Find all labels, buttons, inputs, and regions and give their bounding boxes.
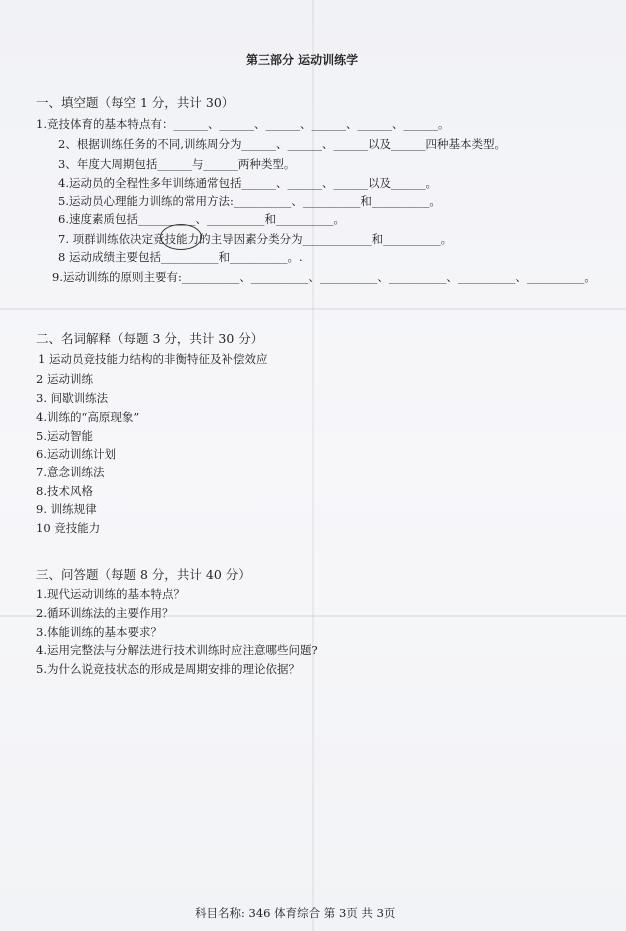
- section-heading-definitions: 二、名词解释（每题 3 分，共计 30 分）: [36, 331, 264, 346]
- list-item: 4.运用完整法与分解法进行技术训练时应注意哪些问题?: [36, 643, 318, 657]
- section-heading-questions: 三、问答题（每题 8 分，共计 40 分）: [36, 567, 251, 582]
- list-item: 3. 间歇训练法: [36, 391, 109, 405]
- question-item: 9.运动训练的原则主要有:__________、__________、__________、__________、__________、__________。: [52, 270, 596, 284]
- question-item: 8 运动成绩主要包括__________和__________。.: [58, 250, 303, 264]
- question-item: 5.运动员心理能力训练的常用方法:__________、__________和__________。: [58, 194, 441, 208]
- question-item: 1.竞技体育的基本特点有：______、______、______、______、______、______。: [36, 117, 450, 131]
- pen-circle-mark: [160, 224, 202, 250]
- list-item: 1.现代运动训练的基本特点？: [36, 587, 185, 601]
- list-item: 2 运动训练: [36, 372, 93, 386]
- question-item: 3、年度大周期包括______与______两种类型。: [58, 157, 296, 171]
- list-item: 4.训练的“高原现象”: [36, 410, 140, 424]
- list-item: 1 运动员竞技能力结构的非衡特征及补偿效应: [38, 352, 268, 366]
- question-item: 4.运动员的全程性多年训练通常包括______、______、______以及______。: [58, 176, 437, 190]
- question-item: 2、根据训练任务的不同,训练周分为______、______、______以及______四种基本类型。: [58, 137, 506, 151]
- page-title: 第三部分 运动训练学: [246, 53, 359, 67]
- question-item: 6.速度素质包括__________、__________和__________。: [58, 212, 345, 226]
- page-footer: 科目名称: 346 体育综合 第 3页 共 3页: [195, 906, 396, 920]
- list-item: 6.运动训练计划: [36, 447, 116, 461]
- list-item: 9. 训练规律: [36, 502, 97, 516]
- list-item: 3.体能训练的基本要求？: [36, 625, 162, 639]
- section-heading-fill-blank: 一、填空题（每空 1 分，共计 30）: [36, 95, 235, 110]
- list-item: 10 竞技能力: [36, 521, 101, 535]
- list-item: 7.意念训练法: [36, 465, 105, 479]
- list-item: 5.为什么说竞技状态的形成是周期安排的理论依据？: [36, 662, 300, 676]
- list-item: 5.运动智能: [36, 429, 93, 443]
- list-item: 2.循环训练法的主要作用？: [36, 606, 174, 620]
- question-item: 7. 项群训练依决定竞技能力的主导因素分类分为____________和__________。: [58, 232, 453, 246]
- list-item: 8.技术风格: [36, 484, 93, 498]
